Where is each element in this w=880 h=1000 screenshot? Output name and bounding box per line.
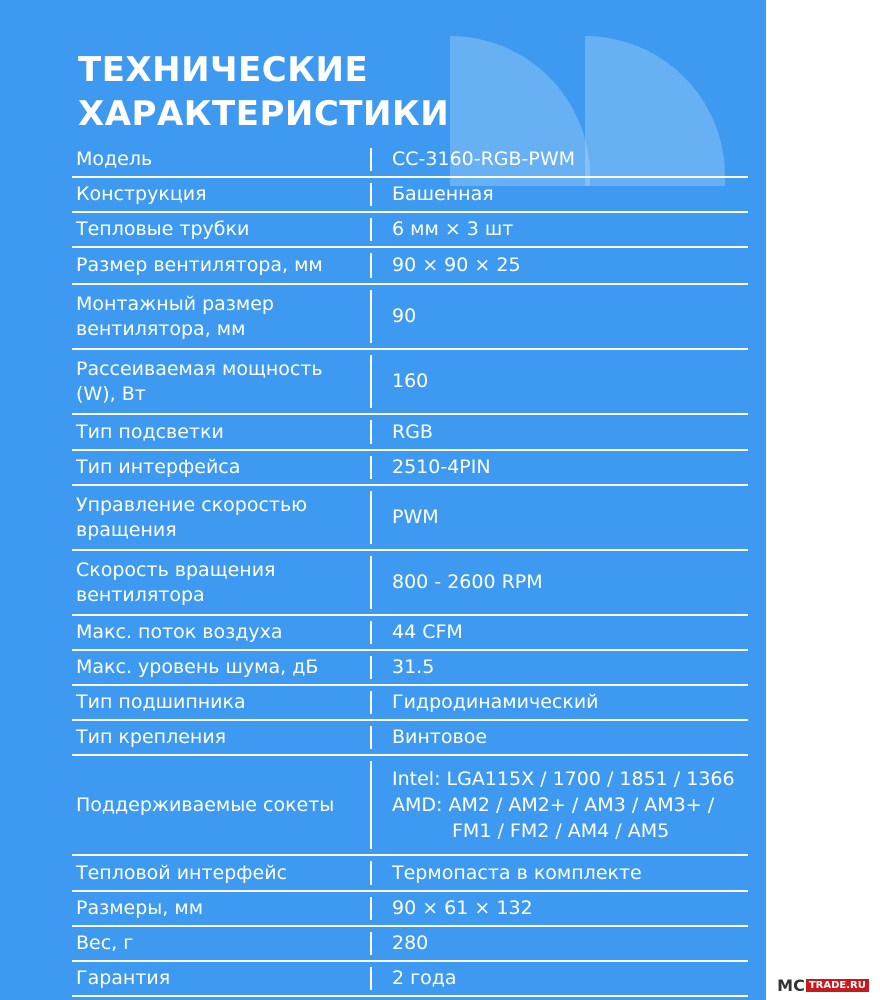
spec-name: Конструкция [76,183,207,205]
spec-value: RGB [392,420,433,443]
spec-name: Макс. поток воздуха [76,621,283,643]
spec-name: Поддерживаемые сокеты [76,793,335,816]
spec-row [72,350,748,415]
spec-name: Тип подшипника [76,691,246,713]
spec-value: 44 CFM [392,621,463,643]
spec-value-line: Intel: LGA115X / 1700 / 1851 / 1366 [392,768,735,790]
spec-value: 280 [392,932,429,954]
spec-value: 6 мм × 3 шт [392,218,514,240]
spec-value: 90 × 61 × 132 [392,897,533,919]
spec-row [72,248,748,285]
spec-name: Модель [76,148,153,170]
spec-name: Размер вентилятора, мм [76,254,323,276]
title-line-2: ХАРАКТЕРИСТИКИ [78,94,450,134]
spec-value: Башенная [392,183,494,205]
spec-name: Тепловые трубки [76,218,250,240]
spec-name: Гарантия [76,967,171,989]
spec-row [72,721,748,756]
watermark-prefix: MC [777,975,805,995]
spec-value: 160 [392,370,429,392]
spec-row [72,756,748,856]
spec-row [72,551,748,616]
spec-row [72,415,748,451]
spec-value: 90 [392,305,417,327]
spec-name: Управление скоростью вращения [76,493,308,541]
spec-row [72,651,748,686]
mctrade-watermark-logo [766,970,880,1000]
spec-name: Тип крепления [76,726,227,748]
spec-row [72,178,748,213]
spec-value: 31.5 [392,656,435,678]
spec-name: Монтажный размер вентилятора, мм [76,292,274,340]
spec-value: Гидродинамический [392,691,599,713]
spec-row [72,892,748,927]
spec-name: Скорость вращения вентилятора [76,558,276,606]
spec-row [72,686,748,721]
spec-value: CC-3160-RGB-PWM [392,148,576,170]
spec-name: Макс. уровень шума, дБ [76,656,319,678]
spec-value: Термопаста в комплекте [392,861,642,884]
spec-value: 2 года [392,967,457,989]
spec-value: 800 - 2600 RPM [392,571,543,593]
spec-value: 2510-4PIN [392,456,491,478]
spec-value: PWM [392,506,439,528]
spec-row [72,143,748,178]
spec-value [372,756,748,854]
page-title [78,48,449,136]
spec-row [72,927,748,962]
spec-row [72,213,748,248]
spec-table [72,143,748,997]
watermark-suffix: TRADE.RU [806,979,869,992]
spec-name: Тип подсветки [76,420,224,443]
spec-row [72,856,748,892]
spec-row [72,451,748,486]
spec-value-line: FM1 / FM2 / AM4 / AM5 [452,820,670,842]
spec-row [72,285,748,350]
spec-value: 90 × 90 × 25 [392,254,521,276]
spec-name: Размеры, мм [76,897,204,919]
title-line-1: ТЕХНИЧЕСКИЕ [78,50,369,90]
spec-name: Вес, г [76,932,134,954]
spec-value: Винтовое [392,726,488,748]
spec-row [72,616,748,651]
spec-name: Рассеиваемая мощность (W), Вт [76,357,323,405]
spec-row [72,486,748,551]
spec-row [72,962,748,997]
spec-name: Тип интерфейса [76,456,241,478]
spec-name: Тепловой интерфейс [76,861,288,884]
spec-value-line: AMD: AM2 / AM2+ / AM3 / AM3+ / [392,794,715,816]
